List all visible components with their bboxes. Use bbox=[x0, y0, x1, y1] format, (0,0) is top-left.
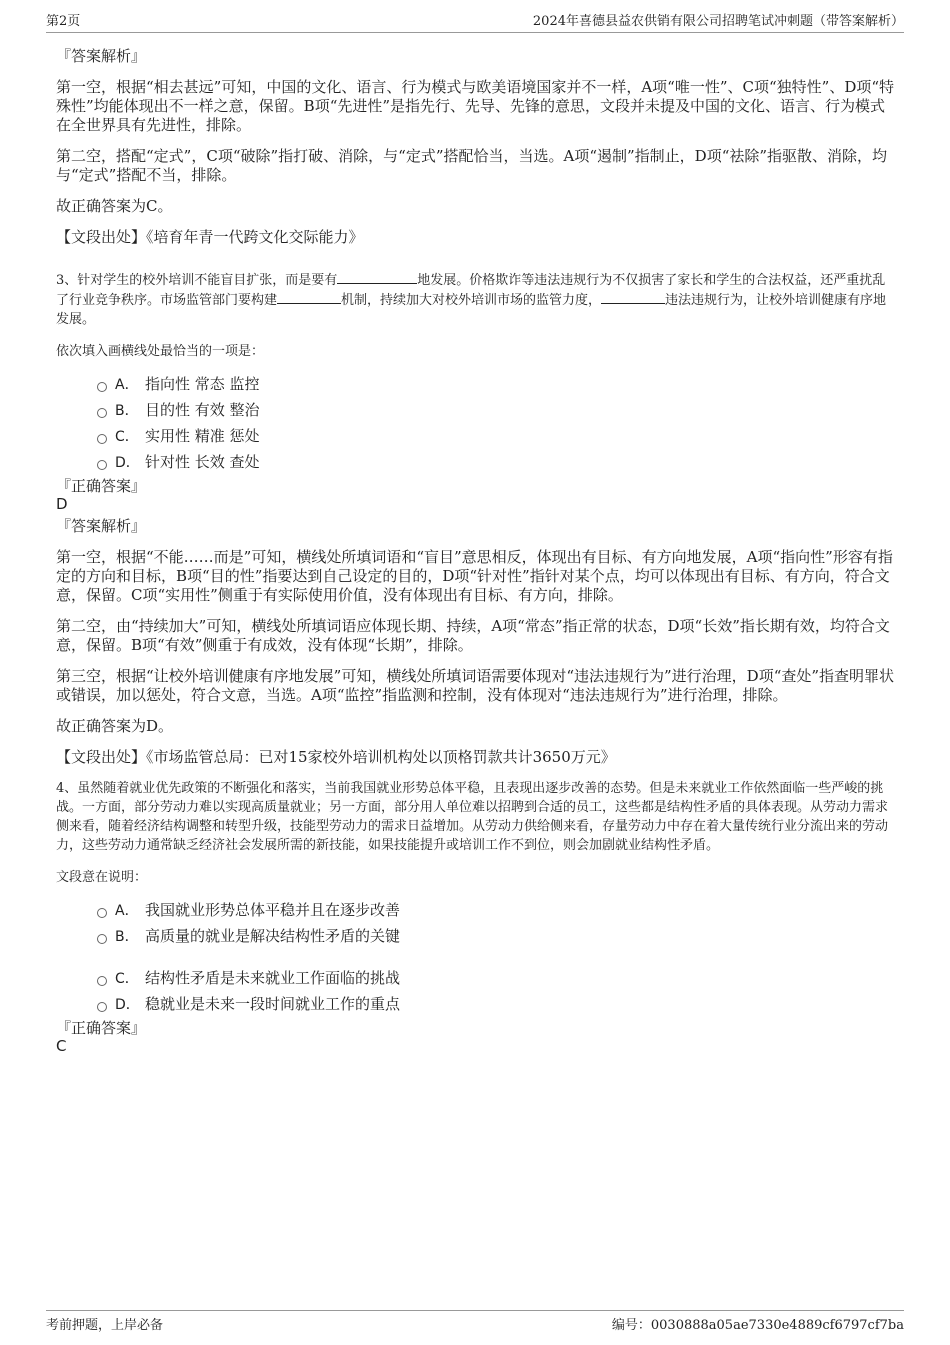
q3-blank-3 bbox=[601, 290, 665, 304]
q4-answer: C bbox=[56, 1037, 67, 1055]
q3-option-c[interactable]: C． 实用性 精准 惩处 bbox=[56, 425, 896, 451]
radio-icon[interactable] bbox=[97, 382, 107, 392]
q3-option-a[interactable]: A． 指向性 常态 监控 bbox=[56, 373, 896, 399]
q3-blank-2 bbox=[277, 290, 341, 304]
q4-option-c[interactable]: C． 结构性矛盾是未来就业工作面临的挑战 bbox=[56, 967, 896, 993]
radio-icon[interactable] bbox=[97, 976, 107, 986]
radio-icon[interactable] bbox=[97, 1002, 107, 1012]
q3-analysis-p1: 第一空，根据“不能……而是”可知，横线处所填词语和“盲目”意思相反，体现出有目标、有方向地发展，A项“指向性”形容有指定的方向和目标，B项“目的性”指要达到自己设定的目的，D项“针对性”指针对某个点，均可以体现出有目标、有方向，符合文意，保留。C项“实用性”侧重于有实际使用价值，没有体现出有目标、有方向，排除。 bbox=[56, 548, 893, 604]
q3-analysis-label: 『答案解析』 bbox=[56, 517, 147, 535]
q3-answer-label: 『正确答案』 bbox=[56, 477, 147, 495]
radio-icon[interactable] bbox=[97, 434, 107, 444]
q2-analysis-p1: 第一空，根据“相去甚远”可知，中国的文化、语言、行为模式与欧美语境国家并不一样，A项“唯一性”、C项“独特性”、D项“特殊性”均能体现出不一样之意，保留。B项“先进性”是指先行、先导、先锋的意思，文段并未提及中国的文化、语言、行为模式在全世界具有先进性，排除。 bbox=[56, 78, 895, 134]
q3-source: 【文段出处】《市场监管总局：已对15家校外培训机构处以顶格罚款共计3650万元》 bbox=[56, 748, 616, 766]
q3-prompt: 依次填入画横线处最恰当的一项是： bbox=[56, 344, 265, 359]
q3-stem: 3、针对学生的校外培训不能盲目扩张，而是要有 地发展。价格欺诈等违法违规行为不仅损害了家长和学生的合法权益，还严重扰乱了行业竞争秩序。市场监管部门要构建 机制，持续加大对校外培训市场的监管力度， 违法违规行为，让校外培训健康有序地发展。 bbox=[56, 270, 896, 329]
q3-blank-1 bbox=[337, 270, 417, 284]
radio-icon[interactable] bbox=[97, 408, 107, 418]
q4-option-a[interactable]: A． 我国就业形势总体平稳并且在逐步改善 bbox=[56, 899, 896, 925]
q4-option-d[interactable]: D． 稳就业是未来一段时间就业工作的重点 bbox=[56, 993, 896, 1019]
page-number: 第2页 bbox=[46, 14, 81, 29]
radio-icon[interactable] bbox=[97, 908, 107, 918]
page-header bbox=[46, 12, 904, 33]
q3-analysis-p3: 第三空，根据“让校外培训健康有序地发展”可知，横线处所填词语需要体现对“违法违规行为”进行治理，D项“查处”指查明罪状或错误，加以惩处，符合文意，当选。A项“监控”指监测和控制，没有体现对“违法违规行为”进行治理，排除。 bbox=[56, 667, 895, 704]
q3-option-d[interactable]: D． 针对性 长效 查处 bbox=[56, 451, 896, 477]
footer-slogan: 考前押题，上岸必备 bbox=[46, 1318, 164, 1333]
q3-analysis-p2: 第二空，由“持续加大”可知，横线处所填词语应体现长期、持续，A项“常态”指正常的状态，D项“长效”指长期有效，均符合文意，保留。B项“有效”侧重于有成效，没有体现“长期”，排除。 bbox=[56, 617, 890, 654]
radio-icon[interactable] bbox=[97, 460, 107, 470]
document-title: 2024年喜德县益农供销有限公司招聘笔试冲刺题（带答案解析） bbox=[532, 14, 904, 29]
q2-source: 【文段出处】《培育年青一代跨文化交际能力》 bbox=[56, 228, 364, 246]
q2-conclusion: 故正确答案为C。 bbox=[56, 197, 173, 215]
q3-answer: D bbox=[56, 495, 68, 513]
q4-options bbox=[56, 899, 896, 1019]
q3-options bbox=[56, 373, 896, 477]
q4-option-b[interactable]: B． 高质量的就业是解决结构性矛盾的关键 bbox=[56, 925, 896, 951]
q2-analysis-p2: 第二空，搭配“定式”，C项“破除”指打破、消除，与“定式”搭配恰当，当选。A项“遏制”指制止，D项“祛除”指驱散、消除，均与“定式”搭配不当，排除。 bbox=[56, 147, 888, 184]
page-footer bbox=[46, 1310, 904, 1333]
q4-stem: 4、虽然随着就业优先政策的不断强化和落实，当前我国就业形势总体平稳，且表现出逐步改善的态势。但是未来就业工作依然面临一些严峻的挑战。一方面，部分劳动力难以实现高质量就业；另一方面，部分用人单位难以招聘到合适的员工，这些都是结构性矛盾的具体表现。从劳动力需求侧来看，随着经济结构调整和转型升级，技能型劳动力的需求日益增加。从劳动力供给侧来看，存量劳动力中存在着大量传统行业分流出来的劳动力，这些劳动力通常缺乏经济社会发展所需的新技能，如果技能提升或培训工作不到位，则会加剧就业结构性矛盾。 bbox=[56, 781, 889, 853]
q3-option-b[interactable]: B． 目的性 有效 整治 bbox=[56, 399, 896, 425]
q4-answer-label: 『正确答案』 bbox=[56, 1019, 147, 1037]
page-content bbox=[56, 42, 896, 1055]
q3-conclusion: 故正确答案为D。 bbox=[56, 717, 174, 735]
footer-serial: 编号：0030888a05ae7330e4889cf6797cf7ba bbox=[611, 1318, 904, 1333]
q4-prompt: 文段意在说明： bbox=[56, 870, 148, 885]
q2-analysis-label: 『答案解析』 bbox=[56, 47, 147, 65]
radio-icon[interactable] bbox=[97, 934, 107, 944]
